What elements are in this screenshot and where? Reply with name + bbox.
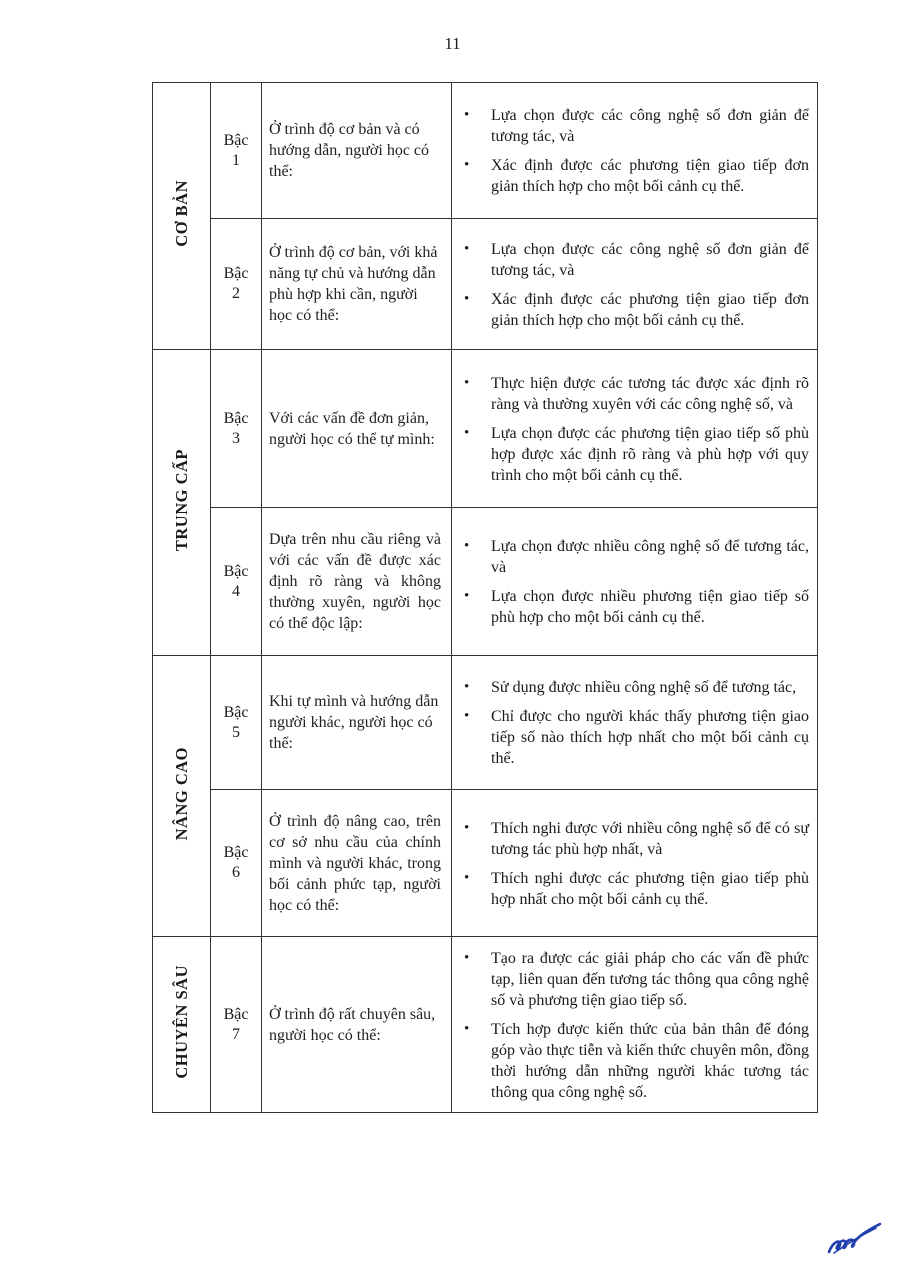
- level-cell: [211, 937, 262, 1113]
- list-item: • Lựa chọn được các công nghệ số đơn giản để tương tác, và: [461, 239, 809, 281]
- outcomes-cell: [452, 83, 818, 219]
- table-row: [153, 219, 818, 350]
- group-cell-trung-cap: [153, 350, 211, 656]
- level-word: Bậc: [223, 409, 249, 427]
- table-row: [153, 508, 818, 656]
- level-word: Bậc: [223, 265, 249, 282]
- table-row: [153, 937, 818, 1113]
- group-cell-co-ban: [153, 83, 211, 350]
- level-number: 4: [232, 582, 240, 600]
- group-cell-chuyen-sau: [153, 937, 211, 1113]
- condition-cell: Dựa trên nhu cầu riêng và với các vấn đề được xác định rõ ràng và không thường xuyên, người học có thể độc lập:: [262, 508, 452, 656]
- level-number: 6: [232, 864, 240, 881]
- condition-cell: Khi tự mình và hướng dẫn người khác, người học có thể:: [262, 656, 452, 790]
- group-label: CƠ BẢN: [171, 180, 191, 247]
- table-row: [153, 83, 818, 219]
- list-item: • Thích nghi được các phương tiện giao tiếp phù hợp nhất cho một bối cảnh cụ thể.: [461, 868, 809, 910]
- outcomes-cell: [452, 790, 818, 937]
- list-item: • Xác định được các phương tiện giao tiếp đơn giản thích hợp cho một bối cảnh cụ thể.: [461, 289, 809, 331]
- outcomes-cell: [452, 937, 818, 1113]
- list-item: • Sử dụng được nhiều công nghệ số để tương tác,: [461, 677, 809, 698]
- page-number: 11: [444, 34, 461, 53]
- list-item: • Chỉ được cho người khác thấy phương tiện giao tiếp số nào thích hợp nhất cho một bối cảnh cụ thể.: [461, 706, 809, 769]
- condition-cell: Ở trình độ nâng cao, trên cơ sở nhu cầu của chính mình và người khác, trong bối cảnh phức tạp, người học có thể:: [262, 790, 452, 937]
- competency-levels-table: [152, 82, 818, 1113]
- level-word: Bậc: [223, 1005, 249, 1023]
- level-word: Bậc: [223, 562, 249, 580]
- list-item: • Lựa chọn được các công nghệ số đơn giản để tương tác, và: [461, 105, 809, 147]
- level-number: 3: [232, 429, 240, 447]
- level-cell: [211, 508, 262, 656]
- group-label: TRUNG CẤP: [171, 448, 191, 552]
- table-row: [153, 350, 818, 508]
- group-cell-nang-cao: [153, 656, 211, 937]
- outcomes-cell: [452, 656, 818, 790]
- list-item: • Thực hiện được các tương tác được xác định rõ ràng và thường xuyên với các công nghệ số, và: [461, 373, 809, 415]
- level-word: Bậc: [223, 844, 249, 861]
- list-item: • Tạo ra được các giải pháp cho các vấn đề phức tạp, liên quan đến tương tác thông qua công nghệ số và phương tiện giao tiếp số.: [461, 948, 809, 1011]
- list-item: • Tích hợp được kiến thức của bản thân để đóng góp vào thực tiễn và kiến thức chuyên môn, đồng thời hướng dẫn những người khác tương tác thông qua công nghệ số.: [461, 1019, 809, 1103]
- list-item: • Xác định được các phương tiện giao tiếp đơn giản thích hợp cho một bối cảnh cụ thể.: [461, 155, 809, 197]
- condition-cell: Ở trình độ cơ bản và có hướng dẫn, người học có thể:: [262, 83, 452, 219]
- level-number: 1: [232, 151, 240, 169]
- condition-cell: Ở trình độ rất chuyên sâu, người học có thể:: [262, 937, 452, 1113]
- level-number: 2: [232, 285, 240, 302]
- group-label: CHUYÊN SÂU: [171, 965, 191, 1079]
- level-number: 5: [232, 723, 240, 741]
- list-item: • Lựa chọn được nhiều phương tiện giao tiếp số phù hợp cho một bối cảnh cụ thể.: [461, 586, 809, 628]
- level-number: 7: [232, 1025, 240, 1043]
- outcomes-cell: [452, 350, 818, 508]
- signature-mark: [826, 1222, 882, 1256]
- table-row: [153, 790, 818, 937]
- level-cell: [211, 219, 262, 350]
- level-cell: [211, 83, 262, 219]
- level-word: Bậc: [223, 131, 249, 149]
- condition-cell: Với các vấn đề đơn giản, người học có thể tự mình:: [262, 350, 452, 508]
- group-label: NÂNG CAO: [171, 746, 191, 841]
- list-item: • Lựa chọn được các phương tiện giao tiếp số phù hợp được xác định rõ ràng và phù hợp với quy trình cho một bối cảnh cụ thể.: [461, 423, 809, 486]
- level-word: Bậc: [223, 703, 249, 721]
- level-cell: [211, 656, 262, 790]
- outcomes-cell: [452, 219, 818, 350]
- outcomes-cell: [452, 508, 818, 656]
- list-item: • Lựa chọn được nhiều công nghệ số để tương tác, và: [461, 536, 809, 578]
- list-item: • Thích nghi được với nhiều công nghệ số để có sự tương tác phù hợp nhất, và: [461, 818, 809, 860]
- table-row: [153, 656, 818, 790]
- level-cell: [211, 790, 262, 937]
- level-cell: [211, 350, 262, 508]
- condition-cell: Ở trình độ cơ bản, với khả năng tự chủ và hướng dẫn phù hợp khi cần, người học có thể:: [262, 219, 452, 350]
